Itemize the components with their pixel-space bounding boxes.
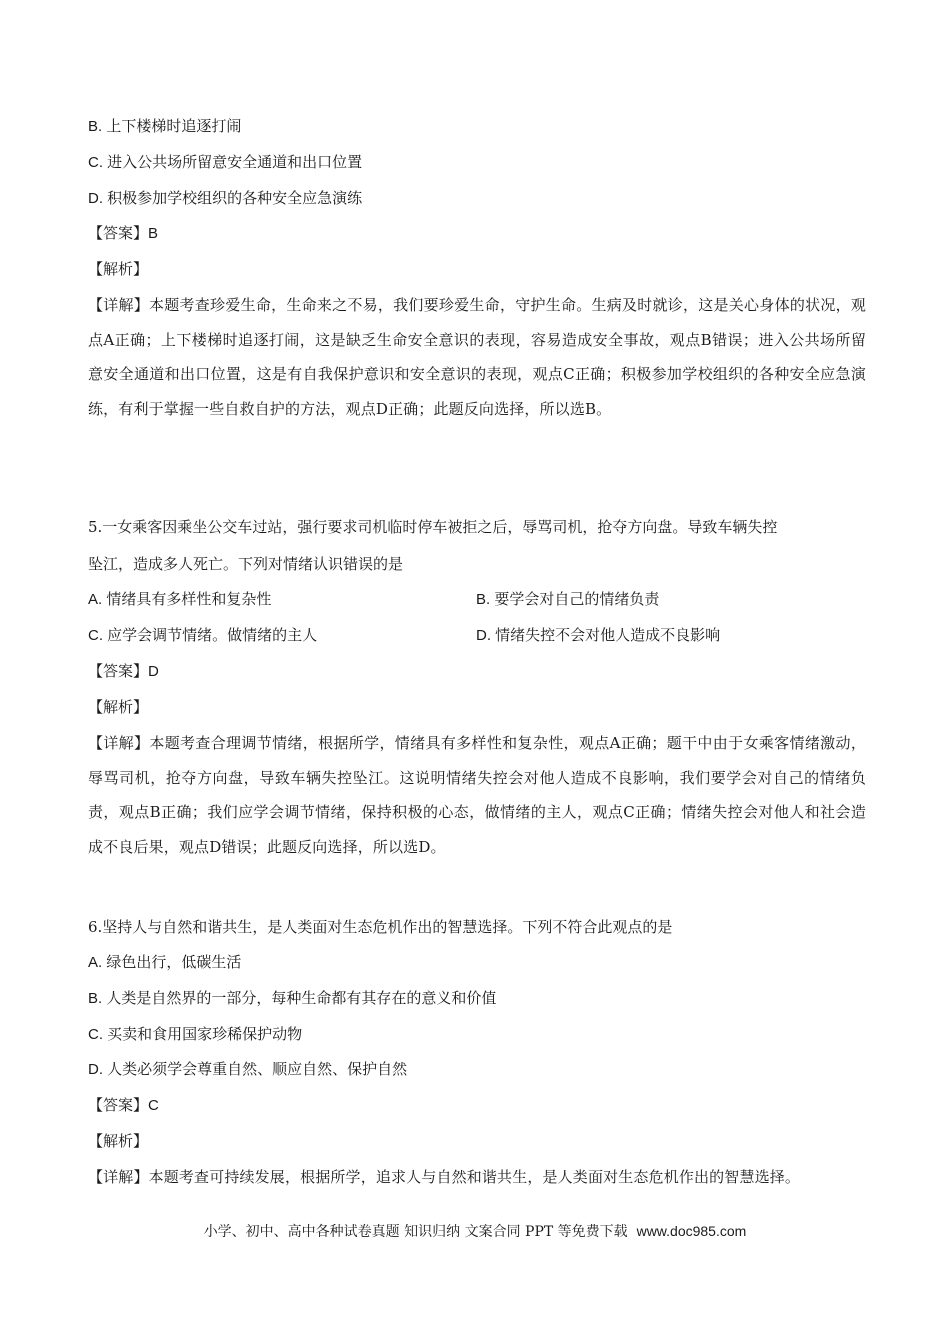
q5-answer: D <box>148 663 159 680</box>
page-footer <box>0 1221 950 1242</box>
q5-option-d: D. 情绪失控不会对他人造成不良影响 <box>476 627 721 644</box>
q6-option-d: D. 人类必须学会尊重自然、顺应自然、保护自然 <box>88 1061 408 1078</box>
q5-answer-line <box>88 662 159 682</box>
q6-answer-label: 【答案】 <box>88 1097 149 1114</box>
q5-analysis-label: 【解析】 <box>88 699 149 716</box>
q6-analysis-label: 【解析】 <box>88 1133 149 1150</box>
q5-option-b: B. 要学会对自己的情绪负责 <box>476 591 660 608</box>
q6-answer-line <box>88 1096 159 1116</box>
q5-detail: 【详解】本题考查合理调节情绪，根据所学，情绪具有多样性和复杂性，观点A正确；题干中由于女乘客情绪激动，辱骂司机，抢夺方向盘，导致车辆失控坠江。这说明情绪失控会对他人造成不良影响，我们要学会对自己的情绪负责，观点B正确；我们应学会调节情绪，保持积极的心态，做情绪的主人，观点C正确；情绪失控会对他人和社会造成不良后果，观点D错误；此题反向选择，所以选D。 <box>88 734 866 856</box>
q4-analysis-label: 【解析】 <box>88 261 149 278</box>
q5-stem-line2: 坠江，造成多人死亡。下列对情绪认识错误的是 <box>88 555 404 573</box>
q4-option-d: D. 积极参加学校组织的各种安全应急演练 <box>88 190 363 207</box>
q6-detail: 【详解】本题考查可持续发展，根据所学，追求人与自然和谐共生，是人类面对生态危机作出的智慧选择。 <box>88 1168 801 1186</box>
q6-answer: C <box>148 1097 159 1114</box>
q6-stem: 6.坚持人与自然和谐共生，是人类面对生态危机作出的智慧选择。下列不符合此观点的是 <box>88 918 673 936</box>
footer-text: 小学、初中、高中各种试卷真题 知识归纳 文案合同 PPT 等免费下载 <box>203 1224 628 1240</box>
q4-answer-line <box>88 224 158 244</box>
q5-option-c: C. 应学会调节情绪。做情绪的主人 <box>88 627 318 644</box>
q6-option-b: B. 人类是自然界的一部分，每种生命都有其存在的意义和价值 <box>88 990 497 1007</box>
q5-option-a: A. 情绪具有多样性和复杂性 <box>88 591 272 608</box>
q4-option-c: C. 进入公共场所留意安全通道和出口位置 <box>88 154 363 171</box>
q4-option-b: B. 上下楼梯时追逐打闹 <box>88 118 242 135</box>
q4-answer: B <box>148 225 159 242</box>
q6-option-c: C. 买卖和食用国家珍稀保护动物 <box>88 1026 303 1043</box>
q6-option-a: A. 绿色出行，低碳生活 <box>88 954 242 971</box>
q4-answer-label: 【答案】 <box>88 225 149 242</box>
q4-detail: 【详解】本题考查珍爱生命，生命来之不易，我们要珍爱生命，守护生命。生病及时就诊，这是关心身体的状况，观点A正确；上下楼梯时追逐打闹，这是缺乏生命安全意识的表现，容易造成安全事故，观点B错误；进入公共场所留意安全通道和出口位置，这是有自我保护意识和安全意识的表现，观点C正确；积极参加学校组织的各种安全应急演练，有利于掌握一些自救自护的方法，观点D正确；此题反向选择，所以选B。 <box>88 296 866 418</box>
footer-url[interactable]: www.doc985.com <box>636 1223 747 1239</box>
q5-answer-label: 【答案】 <box>88 663 149 680</box>
q5-stem-line1: 5.一女乘客因乘坐公交车过站，强行要求司机临时停车被拒之后，辱骂司机，抢夺方向盘。导致车辆失控 <box>88 518 778 536</box>
